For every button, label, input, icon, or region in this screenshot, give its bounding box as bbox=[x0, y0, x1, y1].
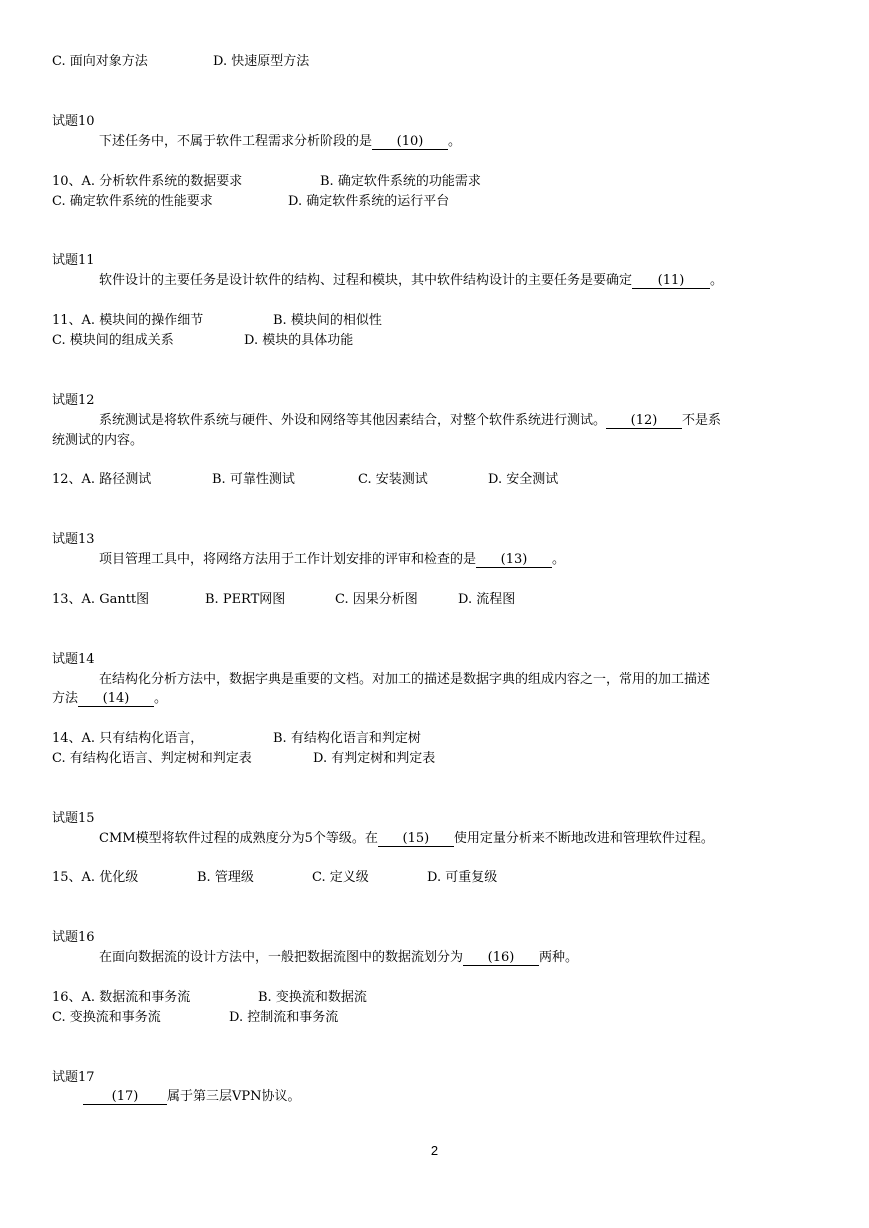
question-stem-line2: 统测试的内容。 bbox=[52, 433, 144, 448]
option-d: D. 可重复级 bbox=[427, 870, 498, 885]
answer-blank: (17) bbox=[83, 1089, 167, 1105]
question-title: 试题12 bbox=[52, 393, 95, 408]
question-stem: 在面向数据流的设计方法中，一般把数据流图中的数据流划分为 (16) 两种。 bbox=[99, 950, 579, 965]
option-c: C. 有结构化语言、判定树和判定表 bbox=[52, 751, 252, 766]
answer-blank: (13) bbox=[476, 552, 552, 568]
option-c: C. 确定软件系统的性能要求 bbox=[52, 194, 213, 209]
answer-blank: (11) bbox=[632, 273, 710, 289]
answer-blank: (14) bbox=[78, 691, 154, 707]
q9-option-d: D. 快速原型方法 bbox=[213, 54, 310, 69]
answer-blank: (10) bbox=[372, 134, 448, 150]
option-b: B. 变换流和数据流 bbox=[258, 990, 367, 1005]
question-stem: 系统测试是将软件系统与硬件、外设和网络等其他因素结合，对整个软件系统进行测试。 (12) 不是系 bbox=[99, 413, 722, 428]
answer-blank: (12) bbox=[606, 413, 682, 429]
question-title: 试题16 bbox=[52, 930, 95, 945]
option-a: 10、A. 分析软件系统的数据要求 bbox=[52, 174, 243, 189]
option-b: B. 可靠性测试 bbox=[212, 472, 295, 487]
question-title: 试题11 bbox=[52, 253, 95, 268]
option-c: C. 安装测试 bbox=[358, 472, 428, 487]
option-a: 13、A. Gantt图 bbox=[52, 592, 150, 607]
option-b: B. PERT网图 bbox=[205, 592, 286, 607]
question-title: 试题10 bbox=[52, 114, 95, 129]
question-stem: 项目管理工具中，将网络方法用于工作计划安排的评审和检查的是 (13) 。 bbox=[99, 552, 566, 567]
option-c: C. 因果分析图 bbox=[335, 592, 418, 607]
question-stem: CMM模型将软件过程的成熟度分为5个等级。在 (15) 使用定量分析来不断地改进和管理软件过程。 bbox=[99, 831, 714, 846]
question-title: 试题13 bbox=[52, 532, 95, 547]
q9-option-c: C. 面向对象方法 bbox=[52, 54, 148, 69]
question-title: 试题17 bbox=[52, 1070, 95, 1085]
option-a: 11、A. 模块间的操作细节 bbox=[52, 313, 204, 328]
option-d: D. 控制流和事务流 bbox=[229, 1010, 339, 1025]
question-stem-line2: 方法 (14) 。 bbox=[52, 691, 168, 706]
answer-blank: (16) bbox=[463, 950, 539, 966]
question-title: 试题15 bbox=[52, 811, 95, 826]
option-b: B. 模块间的相似性 bbox=[273, 313, 382, 328]
question-stem: 下述任务中，不属于软件工程需求分析阶段的是 (10) 。 bbox=[99, 134, 462, 149]
option-a: 16、A. 数据流和事务流 bbox=[52, 990, 191, 1005]
option-b: B. 确定软件系统的功能需求 bbox=[320, 174, 481, 189]
option-d: D. 流程图 bbox=[458, 592, 516, 607]
option-d: D. 确定软件系统的运行平台 bbox=[288, 194, 450, 209]
option-a: 15、A. 优化级 bbox=[52, 870, 139, 885]
option-c: C. 变换流和事务流 bbox=[52, 1010, 161, 1025]
option-b: B. 有结构化语言和判定树 bbox=[273, 731, 421, 746]
option-c: C. 模块间的组成关系 bbox=[52, 333, 174, 348]
question-title: 试题14 bbox=[52, 652, 95, 667]
question-stem: 软件设计的主要任务是设计软件的结构、过程和模块，其中软件结构设计的主要任务是要确定 (11) 。 bbox=[99, 273, 724, 288]
option-c: C. 定义级 bbox=[312, 870, 369, 885]
option-a: 12、A. 路径测试 bbox=[52, 472, 152, 487]
question-stem: 在结构化分析方法中，数据字典是重要的文档。对加工的描述是数据字典的组成内容之一，常用的加工描述 bbox=[99, 672, 711, 687]
option-d: D. 安全测试 bbox=[488, 472, 559, 487]
option-d: D. 有判定树和判定表 bbox=[313, 751, 436, 766]
option-a: 14、A. 只有结构化语言， bbox=[52, 731, 204, 746]
answer-blank: (15) bbox=[378, 831, 454, 847]
page-number: 2 bbox=[430, 1143, 439, 1158]
question-stem: (17) 属于第三层VPN协议。 bbox=[83, 1088, 301, 1106]
option-b: B. 管理级 bbox=[197, 870, 254, 885]
option-d: D. 模块的具体功能 bbox=[244, 333, 354, 348]
